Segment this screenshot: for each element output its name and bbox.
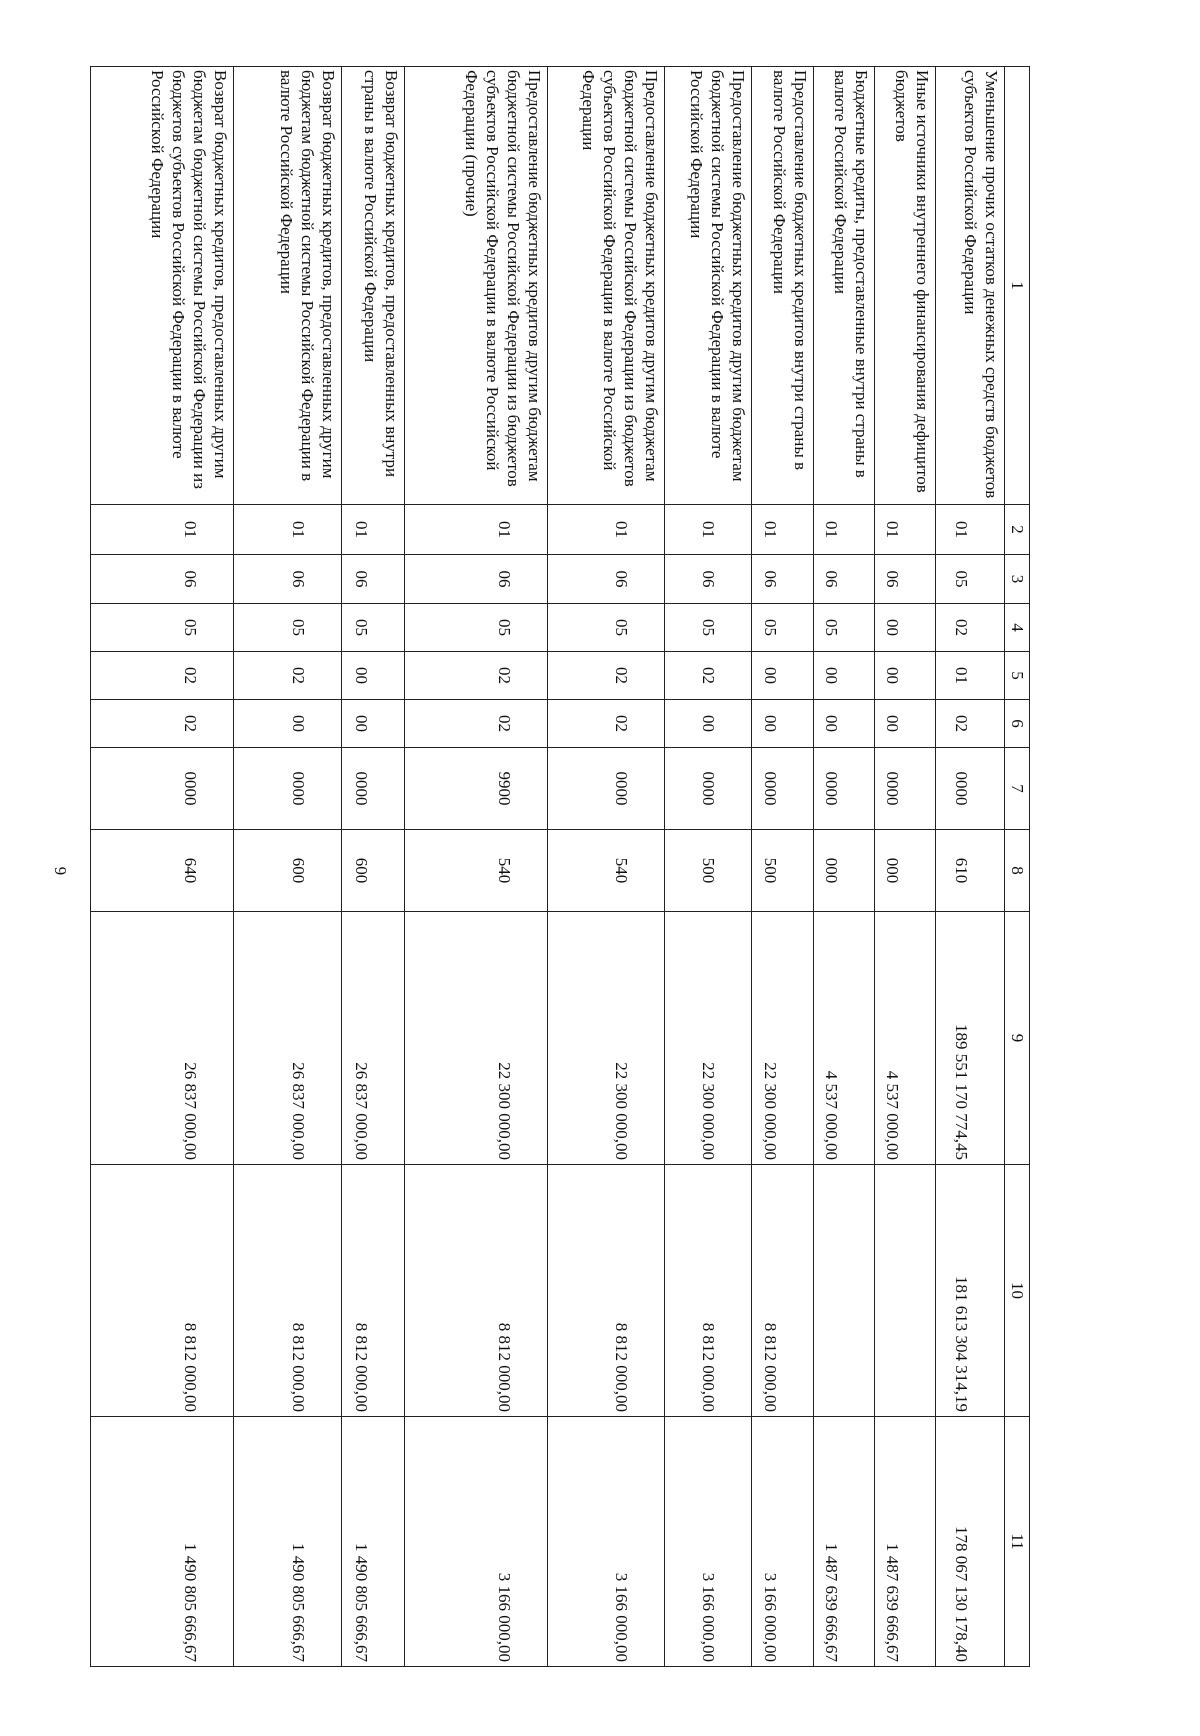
code-cell: 01: [548, 505, 665, 555]
row-name: Предоставление бюджетных кредитов другим бюджетам бюджетной системы Российской Федерации из бюджетов субъектов Российской Федерации в валюте Российской Федерации: [548, 67, 665, 505]
amount-cell: 3 166 000,00: [548, 1417, 665, 1667]
amount-cell: 22 300 000,00: [405, 912, 548, 1165]
table-row: [234, 67, 342, 1667]
amount-cell: 1 487 639 666,67: [814, 1417, 875, 1667]
code-cell: 000: [875, 830, 936, 912]
page-number: 6: [51, 866, 70, 876]
code-cell: 06: [548, 555, 665, 604]
code-cell: 02: [405, 652, 548, 700]
code-cell: 01: [935, 505, 1004, 555]
code-cell: 500: [665, 830, 752, 912]
amount-cell: 4 537 000,00: [814, 912, 875, 1165]
code-cell: 9900: [405, 748, 548, 830]
code-cell: 610: [935, 830, 1004, 912]
budget-table-sheet: [90, 66, 1030, 1666]
code-cell: 06: [751, 555, 814, 604]
code-cell: 02: [935, 604, 1004, 652]
code-cell: 0000: [665, 748, 752, 830]
amount-cell: 1 490 805 666,67: [91, 1417, 234, 1667]
code-cell: 0000: [342, 748, 405, 830]
table-row: [875, 67, 936, 1667]
code-cell: 0000: [548, 748, 665, 830]
code-cell: 05: [405, 604, 548, 652]
row-name: Иные источники внутреннего финансирования дефицитов бюджетов: [875, 67, 936, 505]
column-header: 11: [1005, 1417, 1030, 1667]
code-cell: 01: [91, 505, 234, 555]
code-cell: 05: [814, 604, 875, 652]
row-name: Возврат бюджетных кредитов, предоставленных другим бюджетам бюджетной системы Российской Федерации из бюджетов субъектов Российской Федерации в валюте Российской Федерации: [91, 67, 234, 505]
code-cell: 02: [935, 700, 1004, 748]
amount-cell: 1 487 639 666,67: [875, 1417, 936, 1667]
amount-cell: 8 812 000,00: [91, 1165, 234, 1417]
code-cell: 000: [814, 830, 875, 912]
code-cell: 06: [234, 555, 342, 604]
amount-cell: 3 166 000,00: [665, 1417, 752, 1667]
code-cell: 01: [342, 505, 405, 555]
code-cell: 01: [665, 505, 752, 555]
code-cell: 00: [342, 700, 405, 748]
amount-cell: 189 551 170 774,45: [935, 912, 1004, 1165]
amount-cell: 22 300 000,00: [548, 912, 665, 1165]
code-cell: 02: [665, 652, 752, 700]
code-cell: 05: [342, 604, 405, 652]
amount-cell: 8 812 000,00: [234, 1165, 342, 1417]
table-header-row: [1005, 67, 1030, 1667]
code-cell: 01: [234, 505, 342, 555]
code-cell: 01: [751, 505, 814, 555]
code-cell: 02: [91, 700, 234, 748]
code-cell: 05: [751, 604, 814, 652]
amount-cell: 26 837 000,00: [91, 912, 234, 1165]
code-cell: 01: [814, 505, 875, 555]
code-cell: 05: [665, 604, 752, 652]
amount-cell: [875, 1165, 936, 1417]
code-cell: 06: [405, 555, 548, 604]
code-cell: 00: [234, 700, 342, 748]
code-cell: 02: [91, 652, 234, 700]
code-cell: 06: [814, 555, 875, 604]
amount-cell: 1 490 805 666,67: [342, 1417, 405, 1667]
code-cell: 600: [342, 830, 405, 912]
code-cell: 0000: [875, 748, 936, 830]
table-row: [91, 67, 234, 1667]
amount-cell: 26 837 000,00: [234, 912, 342, 1165]
code-cell: 01: [935, 652, 1004, 700]
amount-cell: 8 812 000,00: [665, 1165, 752, 1417]
code-cell: 00: [875, 604, 936, 652]
amount-cell: 22 300 000,00: [665, 912, 752, 1165]
code-cell: 0000: [814, 748, 875, 830]
code-cell: 0000: [751, 748, 814, 830]
code-cell: 02: [548, 652, 665, 700]
row-name: Возврат бюджетных кредитов, предоставленных другим бюджетам бюджетной системы Российской Федерации в валюте Российской Федерации: [234, 67, 342, 505]
table-row: [665, 67, 752, 1667]
column-header: 3: [1005, 555, 1030, 604]
amount-cell: 8 812 000,00: [342, 1165, 405, 1417]
column-header: 7: [1005, 748, 1030, 830]
column-header: 5: [1005, 652, 1030, 700]
code-cell: 640: [91, 830, 234, 912]
code-cell: 02: [548, 700, 665, 748]
row-name: Бюджетные кредиты, предоставленные внутри страны в валюте Российской Федерации: [814, 67, 875, 505]
table-row: [342, 67, 405, 1667]
amount-cell: 181 613 304 314,19: [935, 1165, 1004, 1417]
code-cell: 06: [875, 555, 936, 604]
code-cell: 01: [875, 505, 936, 555]
table-row: [548, 67, 665, 1667]
code-cell: 00: [342, 652, 405, 700]
code-cell: 00: [751, 700, 814, 748]
code-cell: 00: [875, 700, 936, 748]
code-cell: 0000: [935, 748, 1004, 830]
amount-cell: 3 166 000,00: [751, 1417, 814, 1667]
amount-cell: 1 490 805 666,67: [234, 1417, 342, 1667]
table-row: [935, 67, 1004, 1667]
code-cell: 01: [405, 505, 548, 555]
amount-cell: 8 812 000,00: [548, 1165, 665, 1417]
amount-cell: 4 537 000,00: [875, 912, 936, 1165]
amount-cell: 22 300 000,00: [751, 912, 814, 1165]
row-name: Предоставление бюджетных кредитов другим бюджетам бюджетной системы Российской Федерации в валюте Российской Федерации: [665, 67, 752, 505]
column-header: 2: [1005, 505, 1030, 555]
amount-cell: [814, 1165, 875, 1417]
column-header: 8: [1005, 830, 1030, 912]
amount-cell: 8 812 000,00: [405, 1165, 548, 1417]
code-cell: 0000: [91, 748, 234, 830]
code-cell: 00: [751, 652, 814, 700]
column-header: 4: [1005, 604, 1030, 652]
amount-cell: 178 067 130 178,40: [935, 1417, 1004, 1667]
code-cell: 06: [91, 555, 234, 604]
column-header: 1: [1005, 67, 1030, 505]
code-cell: 540: [548, 830, 665, 912]
code-cell: 05: [548, 604, 665, 652]
code-cell: 00: [665, 700, 752, 748]
code-cell: 02: [234, 652, 342, 700]
code-cell: 06: [342, 555, 405, 604]
code-cell: 06: [665, 555, 752, 604]
row-name: Уменьшение прочих остатков денежных средств бюджетов субъектов Российской Федерации: [935, 67, 1004, 505]
code-cell: 02: [405, 700, 548, 748]
code-cell: 540: [405, 830, 548, 912]
column-header: 10: [1005, 1165, 1030, 1417]
column-header: 9: [1005, 912, 1030, 1165]
column-header: 6: [1005, 700, 1030, 748]
row-name: Предоставление бюджетных кредитов внутри страны в валюте Российской Федерации: [751, 67, 814, 505]
code-cell: 0000: [234, 748, 342, 830]
code-cell: 05: [935, 555, 1004, 604]
code-cell: 00: [875, 652, 936, 700]
code-cell: 500: [751, 830, 814, 912]
budget-sources-table: [90, 66, 1030, 1667]
code-cell: 05: [91, 604, 234, 652]
row-name: Возврат бюджетных кредитов, предоставленных внутри страны в валюте Российской Федерации: [342, 67, 405, 505]
code-cell: 600: [234, 830, 342, 912]
amount-cell: 26 837 000,00: [342, 912, 405, 1165]
table-row: [814, 67, 875, 1667]
code-cell: 05: [234, 604, 342, 652]
code-cell: 00: [814, 652, 875, 700]
amount-cell: 3 166 000,00: [405, 1417, 548, 1667]
amount-cell: 8 812 000,00: [751, 1165, 814, 1417]
table-row: [751, 67, 814, 1667]
table-row: [405, 67, 548, 1667]
code-cell: 00: [814, 700, 875, 748]
row-name: Предоставление бюджетных кредитов другим бюджетам бюджетной системы Российской Федерации из бюджетов субъектов Российской Федерации в валюте Российской Федерации (прочие): [405, 67, 548, 505]
